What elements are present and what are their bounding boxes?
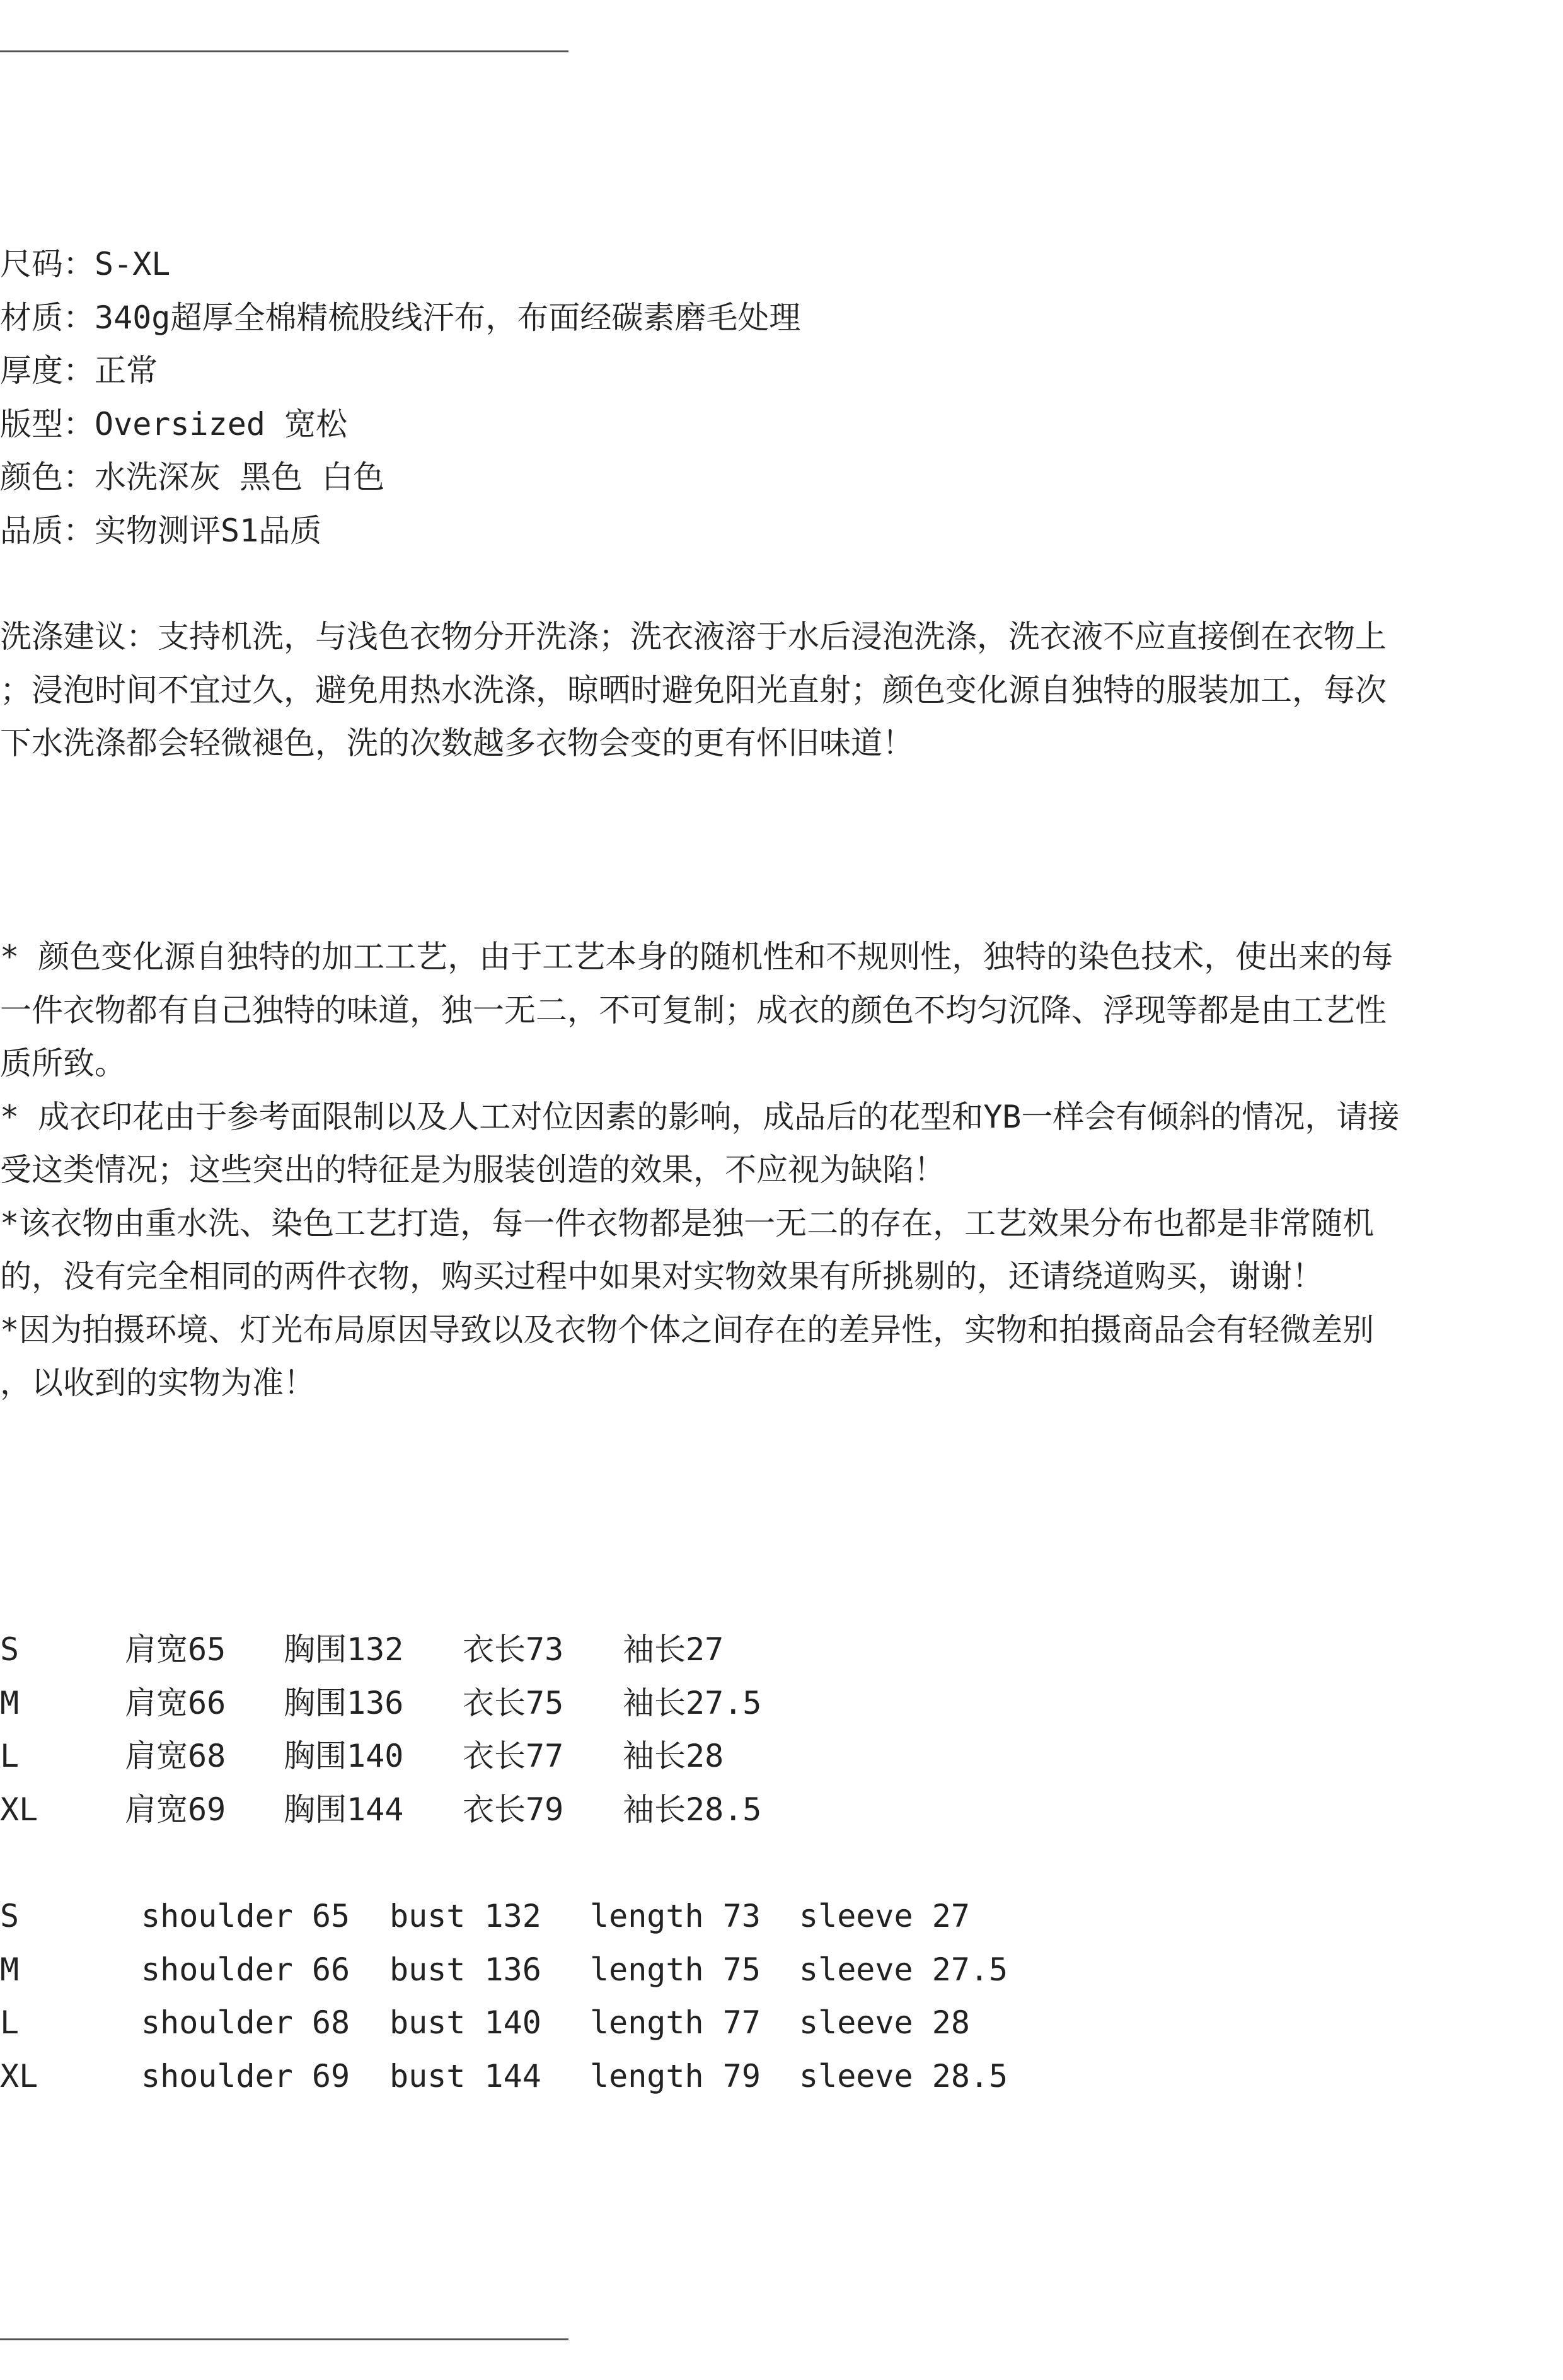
note-line: 质所致。	[0, 1045, 126, 1082]
bust-value: 胸围144	[284, 1791, 404, 1828]
shoulder-value: 肩宽66	[125, 1684, 226, 1721]
size-label: M	[0, 1684, 20, 1721]
size-label: S	[0, 1631, 20, 1668]
shoulder-value: 肩宽69	[125, 1791, 226, 1828]
shoulder-value: shoulder 69	[141, 2057, 350, 2094]
note-line: *因为拍摄环境、灯光布局原因导致以及衣物个体之间存在的差异性，实物和拍摄商品会有轻微差别	[0, 1311, 1375, 1348]
length-value: 衣长77	[463, 1738, 564, 1774]
note-line: 的，没有完全相同的两件衣物，购买过程中如果对实物效果有所挑剔的，还请绕道购买，谢谢！	[0, 1258, 1324, 1295]
bust-value: bust 132	[389, 1898, 541, 1934]
shoulder-value: shoulder 66	[141, 1951, 350, 1988]
size-label: XL	[0, 1791, 38, 1828]
length-value: length 73	[590, 1898, 761, 1934]
size-label: M	[0, 1951, 20, 1988]
shoulder-value: 肩宽65	[125, 1631, 226, 1668]
wash-advice-line: ；浸泡时间不宜过久，避免用热水洗涤，晾晒时避免阳光直射；颜色变化源自独特的服装加工，每次	[0, 671, 1387, 708]
size-label: S	[0, 1898, 20, 1934]
sleeve-value: sleeve 28	[799, 2004, 970, 2041]
note-line: * 成衣印花由于参考面限制以及人工对位因素的影响，成品后的花型和YB一样会有倾斜的情况，请接	[0, 1098, 1400, 1135]
top-divider	[0, 50, 568, 52]
sleeve-value: sleeve 27.5	[799, 1951, 1008, 1988]
shoulder-value: shoulder 65	[141, 1898, 350, 1934]
spec-material: 材质：340g超厚全棉精梳股线汗布，布面经碳素磨毛处理	[0, 299, 801, 336]
note-line: 受这类情况；这些突出的特征是为服装创造的效果，不应视为缺陷！	[0, 1152, 945, 1188]
bust-value: bust 136	[389, 1951, 541, 1988]
note-line: ，以收到的实物为准！	[0, 1365, 315, 1401]
length-value: 衣长75	[463, 1684, 564, 1721]
bust-value: 胸围136	[284, 1684, 404, 1721]
bust-value: bust 144	[389, 2057, 541, 2094]
care-notes	[0, 930, 1563, 1410]
sleeve-value: sleeve 27	[799, 1898, 970, 1934]
size-label: L	[0, 1738, 20, 1774]
note-line: * 颜色变化源自独特的加工工艺，由于工艺本身的随机性和不规则性，独特的染色技术，使出来的每	[0, 939, 1393, 975]
bottom-divider	[0, 2338, 568, 2340]
spec-colors: 颜色：水洗深灰 黑色 白色	[0, 459, 385, 495]
spec-quality: 品质：实物测评S1品质	[0, 512, 322, 549]
bust-value: 胸围140	[284, 1738, 404, 1774]
wash-advice	[0, 610, 1563, 770]
shoulder-value: 肩宽68	[125, 1738, 226, 1774]
sleeve-value: sleeve 28.5	[799, 2057, 1008, 2094]
sleeve-value: 袖长27	[623, 1631, 724, 1668]
sleeve-value: 袖长28	[623, 1738, 724, 1774]
length-value: length 75	[590, 1951, 761, 1988]
spec-fit: 版型：Oversized 宽松	[0, 406, 348, 442]
length-value: length 79	[590, 2057, 761, 2094]
size-label: L	[0, 2004, 20, 2041]
sleeve-value: 袖长27.5	[623, 1684, 762, 1721]
wash-advice-line: 下水洗涤都会轻微褪色，洗的次数越多衣物会变的更有怀旧味道！	[0, 725, 914, 761]
length-value: 衣长73	[463, 1631, 564, 1668]
bust-value: 胸围132	[284, 1631, 404, 1668]
bust-value: bust 140	[389, 2004, 541, 2041]
note-line: 一件衣物都有自己独特的味道，独一无二，不可复制；成衣的颜色不均匀沉降、浮现等都是由工艺性	[0, 991, 1387, 1029]
wash-advice-line: 洗涤建议：支持机洗，与浅色衣物分开洗涤；洗衣液溶于水后浸泡洗涤，洗衣液不应直接倒在衣物上	[0, 618, 1387, 655]
length-value: 衣长79	[463, 1791, 564, 1828]
spec-size: 尺码：S-XL	[0, 246, 171, 282]
note-line: *该衣物由重水洗、染色工艺打造，每一件衣物都是独一无二的存在，工艺效果分布也都是非常随机	[0, 1204, 1375, 1242]
spec-thickness: 厚度：正常	[0, 352, 158, 389]
sleeve-value: 袖长28.5	[623, 1791, 762, 1828]
size-label: XL	[0, 2057, 38, 2094]
length-value: length 77	[590, 2004, 761, 2041]
shoulder-value: shoulder 68	[141, 2004, 350, 2041]
